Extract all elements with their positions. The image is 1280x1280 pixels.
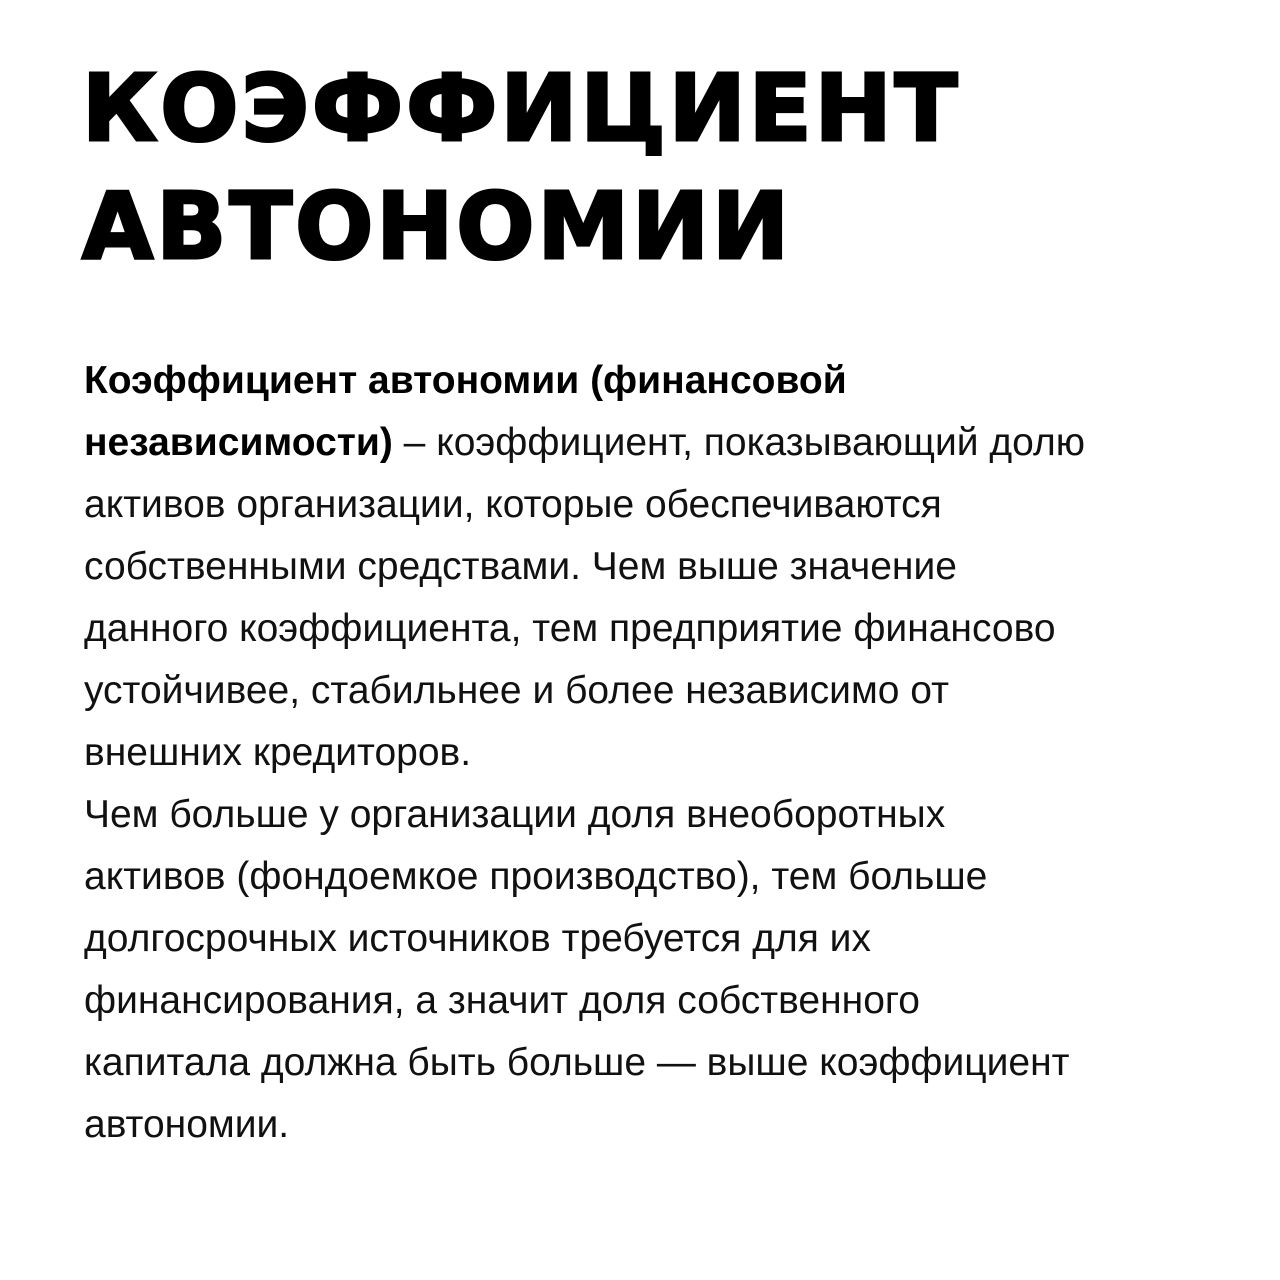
text-line-9: активов (фондоемкое производство), тем больше: [84, 855, 988, 898]
text-line-13: автономии.: [84, 1103, 290, 1146]
text-line-3: активов организации, которые обеспечиваются: [84, 483, 942, 526]
title-line-2: АВТОНОМИИ: [82, 173, 793, 280]
text-line-12: капитала должна быть больше — выше коэффициент: [84, 1041, 1070, 1084]
text-line-6: устойчивее, стабильнее и более независимо от: [84, 669, 949, 712]
text-line-7: внешних кредиторов.: [84, 731, 472, 774]
text-line-10: долгосрочных источников требуется для их: [84, 917, 871, 960]
term-line-1: Коэффициент автономии (финансовой: [84, 359, 847, 402]
text-line-5: данного коэффициента, тем предприятие финансово: [84, 607, 1056, 650]
text-line-11: финансирования, а значит доля собственного: [84, 979, 920, 1022]
term-line-2: независимости): [84, 421, 393, 464]
page-title: [82, 50, 960, 286]
definition-start: – коэффициент, показывающий долю: [392, 421, 1086, 464]
text-line-8: Чем больше у организации доля внеоборотных: [84, 793, 946, 836]
text-line-2: [84, 412, 1254, 474]
title-line-1: КОЭФФИЦИЕНТ: [82, 55, 961, 162]
text-line-4: собственными средствами. Чем выше значение: [84, 545, 957, 588]
definition-paragraph: [84, 350, 1254, 1156]
